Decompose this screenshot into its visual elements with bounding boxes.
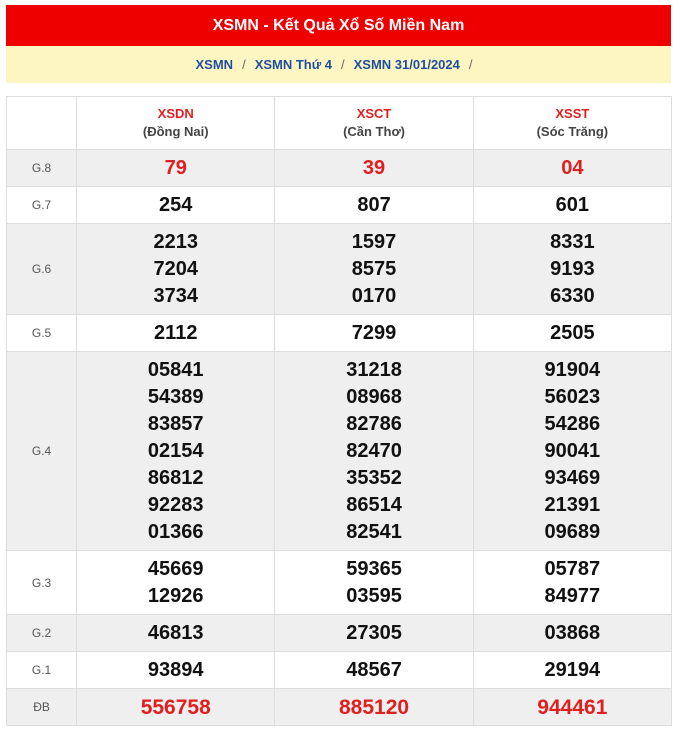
prize-label: G.6 (7, 224, 77, 315)
prize-number: 944461 (537, 695, 608, 719)
prize-number: 92283 (147, 493, 204, 516)
province-name: (Cần Thơ) (343, 124, 406, 139)
prize-cell (77, 689, 275, 726)
province-code[interactable]: XSST (555, 106, 590, 121)
prize-number: 83857 (147, 412, 204, 435)
province-header (77, 97, 275, 150)
prize-row (7, 224, 672, 315)
prize-cell (275, 652, 473, 689)
prize-cell (77, 315, 275, 352)
prize-cell (77, 224, 275, 315)
prize-cell (275, 224, 473, 315)
prize-cell (473, 689, 671, 726)
prize-cell (275, 150, 473, 187)
prize-number: 82541 (346, 520, 402, 543)
prize-number: 03868 (544, 621, 601, 644)
province-code[interactable]: XSCT (356, 106, 392, 121)
prize-cell (473, 352, 671, 551)
prize-cell (275, 551, 473, 615)
prize-number: 7299 (351, 321, 397, 344)
prize-row (7, 551, 672, 615)
prize-cell (275, 352, 473, 551)
province-header (473, 97, 671, 150)
breadcrumb-link-weekday[interactable]: XSMN Thứ 4 (254, 57, 332, 72)
province-code[interactable]: XSDN (157, 106, 194, 121)
prize-number: 84977 (544, 584, 601, 607)
breadcrumb-separator: / (242, 57, 246, 72)
prize-number: 90041 (544, 439, 601, 462)
prize-number: 35352 (346, 466, 402, 489)
prize-row (7, 615, 672, 652)
prize-cell (77, 352, 275, 551)
prize-number: 05841 (147, 358, 204, 381)
prize-number: 27305 (346, 621, 402, 644)
prize-number: 45669 (147, 557, 204, 580)
prize-number: 8331 (550, 230, 595, 253)
prize-number: 7204 (153, 257, 198, 280)
prize-cell (473, 652, 671, 689)
prize-cell (77, 551, 275, 615)
prize-number: 03595 (346, 584, 402, 607)
prize-row (7, 689, 672, 726)
breadcrumb-separator: / (468, 57, 473, 72)
prize-number: 93469 (544, 466, 601, 489)
breadcrumb-link-xsmn[interactable]: XSMN (195, 57, 234, 72)
prize-row (7, 150, 672, 187)
prize-cell (473, 551, 671, 615)
prize-number: 2505 (550, 321, 595, 344)
prize-number: 09689 (544, 520, 601, 543)
prize-number: 0170 (351, 284, 397, 307)
prize-row (7, 652, 672, 689)
prize-number: 91904 (544, 358, 601, 381)
prize-number: 254 (159, 193, 193, 216)
prize-cell (275, 689, 473, 726)
prize-number: 86812 (147, 466, 204, 489)
prize-row (7, 187, 672, 224)
results-table (6, 96, 672, 726)
prize-number: 86514 (346, 493, 402, 516)
prize-number: 1597 (351, 230, 397, 253)
prize-number: 807 (357, 193, 391, 216)
prize-number: 82786 (346, 412, 402, 435)
prize-number: 31218 (346, 358, 402, 381)
prize-number: 05787 (544, 557, 601, 580)
province-header (275, 97, 473, 150)
prize-number: 54286 (544, 412, 601, 435)
prize-cell (275, 315, 473, 352)
province-name: (Sóc Trăng) (536, 124, 609, 139)
prize-number: 08968 (346, 385, 402, 408)
breadcrumb (6, 46, 671, 83)
prize-number: 6330 (550, 284, 595, 307)
table-header-row (7, 97, 672, 150)
prize-number: 12926 (147, 584, 204, 607)
prize-label: G.1 (7, 652, 77, 689)
prize-number: 48567 (346, 658, 402, 681)
prize-row (7, 352, 672, 551)
prize-label: G.3 (7, 551, 77, 615)
prize-cell (275, 615, 473, 652)
breadcrumb-separator: / (341, 57, 345, 72)
prize-number: 82470 (346, 439, 402, 462)
prize-label: ĐB (7, 689, 77, 726)
prize-number: 2112 (154, 321, 198, 344)
prize-cell (473, 315, 671, 352)
prize-number: 59365 (346, 557, 402, 580)
prize-number: 04 (561, 156, 584, 179)
prize-cell (77, 615, 275, 652)
prize-number: 46813 (147, 621, 204, 644)
prize-label: G.4 (7, 352, 77, 551)
breadcrumb-link-date[interactable]: XSMN 31/01/2024 (353, 57, 460, 72)
prize-row (7, 315, 672, 352)
prize-number: 79 (164, 156, 187, 179)
prize-label: G.7 (7, 187, 77, 224)
prize-cell (77, 652, 275, 689)
prize-label: G.8 (7, 150, 77, 187)
prize-number: 01366 (147, 520, 204, 543)
prize-number: 2213 (153, 230, 198, 253)
prize-number: 8575 (351, 257, 397, 280)
header-empty-cell (7, 97, 77, 150)
prize-cell (77, 187, 275, 224)
page-title: XSMN - Kết Quả Xổ Số Miền Nam (6, 5, 671, 46)
prize-label: G.5 (7, 315, 77, 352)
prize-number: 9193 (550, 257, 595, 280)
prize-cell (275, 187, 473, 224)
province-name: (Đồng Nai) (142, 124, 209, 139)
prize-number: 54389 (147, 385, 204, 408)
prize-number: 56023 (544, 385, 601, 408)
prize-number: 601 (555, 193, 590, 216)
prize-rows (7, 150, 672, 726)
prize-number: 556758 (140, 695, 211, 719)
prize-label: G.2 (7, 615, 77, 652)
prize-cell (473, 150, 671, 187)
prize-number: 93894 (147, 658, 204, 681)
prize-number: 21391 (544, 493, 601, 516)
prize-cell (473, 224, 671, 315)
prize-number: 3734 (153, 284, 198, 307)
prize-cell (473, 615, 671, 652)
prize-cell (473, 187, 671, 224)
prize-number: 885120 (339, 695, 410, 719)
prize-number: 02154 (147, 439, 204, 462)
prize-number: 39 (362, 156, 386, 179)
prize-number: 29194 (544, 658, 601, 681)
prize-cell (77, 150, 275, 187)
